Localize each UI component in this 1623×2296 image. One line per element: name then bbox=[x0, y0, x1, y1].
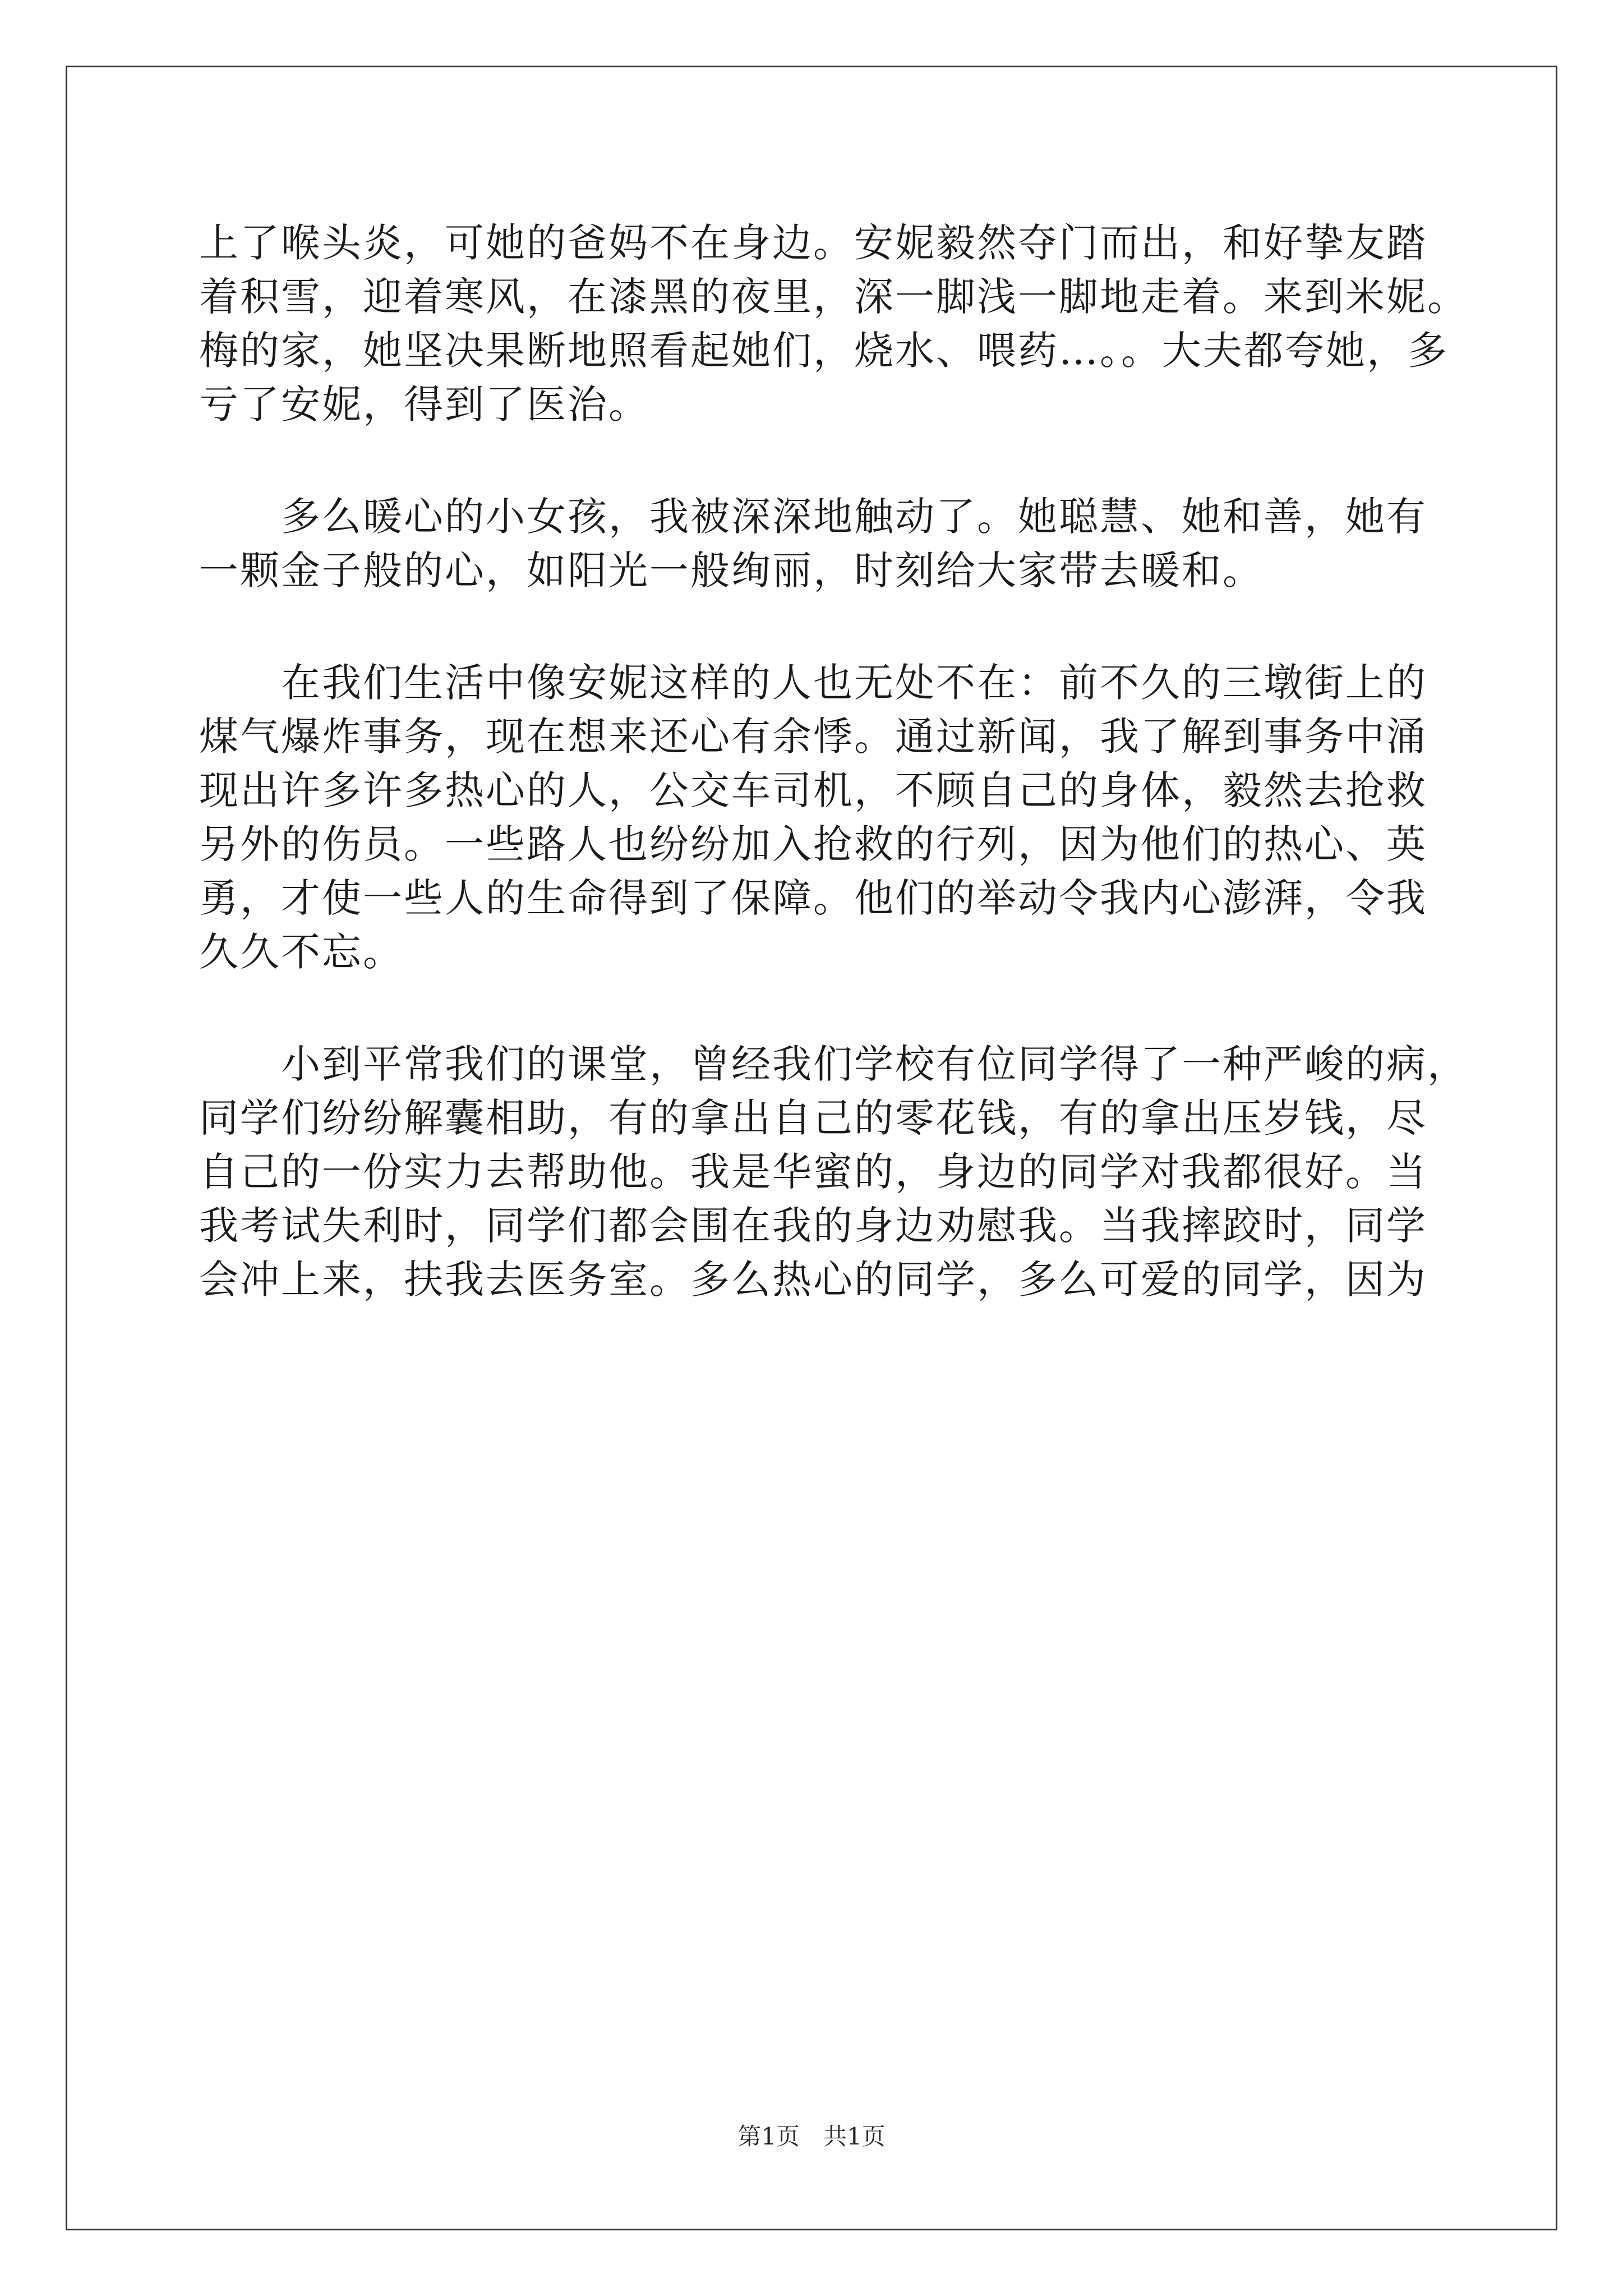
text-line: 会冲上来，扶我去医务室。多么热心的同学，多么可爱的同学，因为 bbox=[199, 1257, 1427, 1303]
text-line: 久久不忘。 bbox=[199, 929, 404, 975]
paragraph-gap bbox=[199, 597, 1444, 656]
text-line: 我考试失利时，同学们都会围在我的身边劝慰我。当我摔跤时，同学 bbox=[199, 1203, 1427, 1249]
text-line: 多么暖心的小女孩，我被深深地触动了。她聪慧、她和善，她有 bbox=[281, 494, 1427, 540]
text-line: 着积雪，迎着寒风，在漆黑的夜里，深一脚浅一脚地走着。来到米妮。 bbox=[199, 274, 1468, 320]
paragraph-2 bbox=[199, 490, 1444, 597]
text-line: 小到平常我们的课堂，曾经我们学校有位同学得了一种严峻的病， bbox=[281, 1041, 1468, 1087]
text-line: 自己的一份实力去帮助他。我是华蜜的，身边的同学对我都很好。当 bbox=[199, 1149, 1427, 1195]
paragraph-1 bbox=[199, 216, 1468, 431]
text-line: 同学们纷纷解囊相助，有的拿出自己的零花钱，有的拿出压岁钱，尽 bbox=[199, 1095, 1427, 1141]
paragraph-gap bbox=[199, 431, 1444, 490]
paragraph-4 bbox=[199, 1037, 1468, 1306]
text-line: 在我们生活中像安妮这样的人也无处不在：前不久的三墩街上的 bbox=[281, 660, 1427, 706]
page-footer: 第1页 共1页 bbox=[737, 2123, 886, 2150]
text-line: 亏了安妮，得到了医治。 bbox=[199, 381, 649, 427]
text-line: 现出许多许多热心的人，公交车司机，不顾自己的身体，毅然去抢救 bbox=[199, 767, 1427, 813]
text-line: 勇，才使一些人的生命得到了保障。他们的举动令我内心澎湃，令我 bbox=[199, 875, 1427, 921]
text-line: 煤气爆炸事务，现在想来还心有余悸。通过新闻，我了解到事务中涌 bbox=[199, 714, 1427, 760]
document-body bbox=[199, 216, 1468, 1306]
paragraph-gap bbox=[199, 979, 1444, 1037]
text-line: 另外的伤员。一些路人也纷纷加入抢救的行列，因为他们的热心、英 bbox=[199, 821, 1427, 867]
text-line: 梅的家，她坚决果断地照看起她们，烧水、喂药…。。大夫都夸她，多 bbox=[199, 328, 1449, 374]
text-line: 上了喉头炎，可她的爸妈不在身边。安妮毅然夺门而出，和好挚友踏 bbox=[199, 220, 1427, 266]
text-line: 一颗金子般的心，如阳光一般绚丽，时刻给大家带去暖和。 bbox=[199, 547, 1264, 593]
paragraph-3 bbox=[199, 656, 1444, 979]
